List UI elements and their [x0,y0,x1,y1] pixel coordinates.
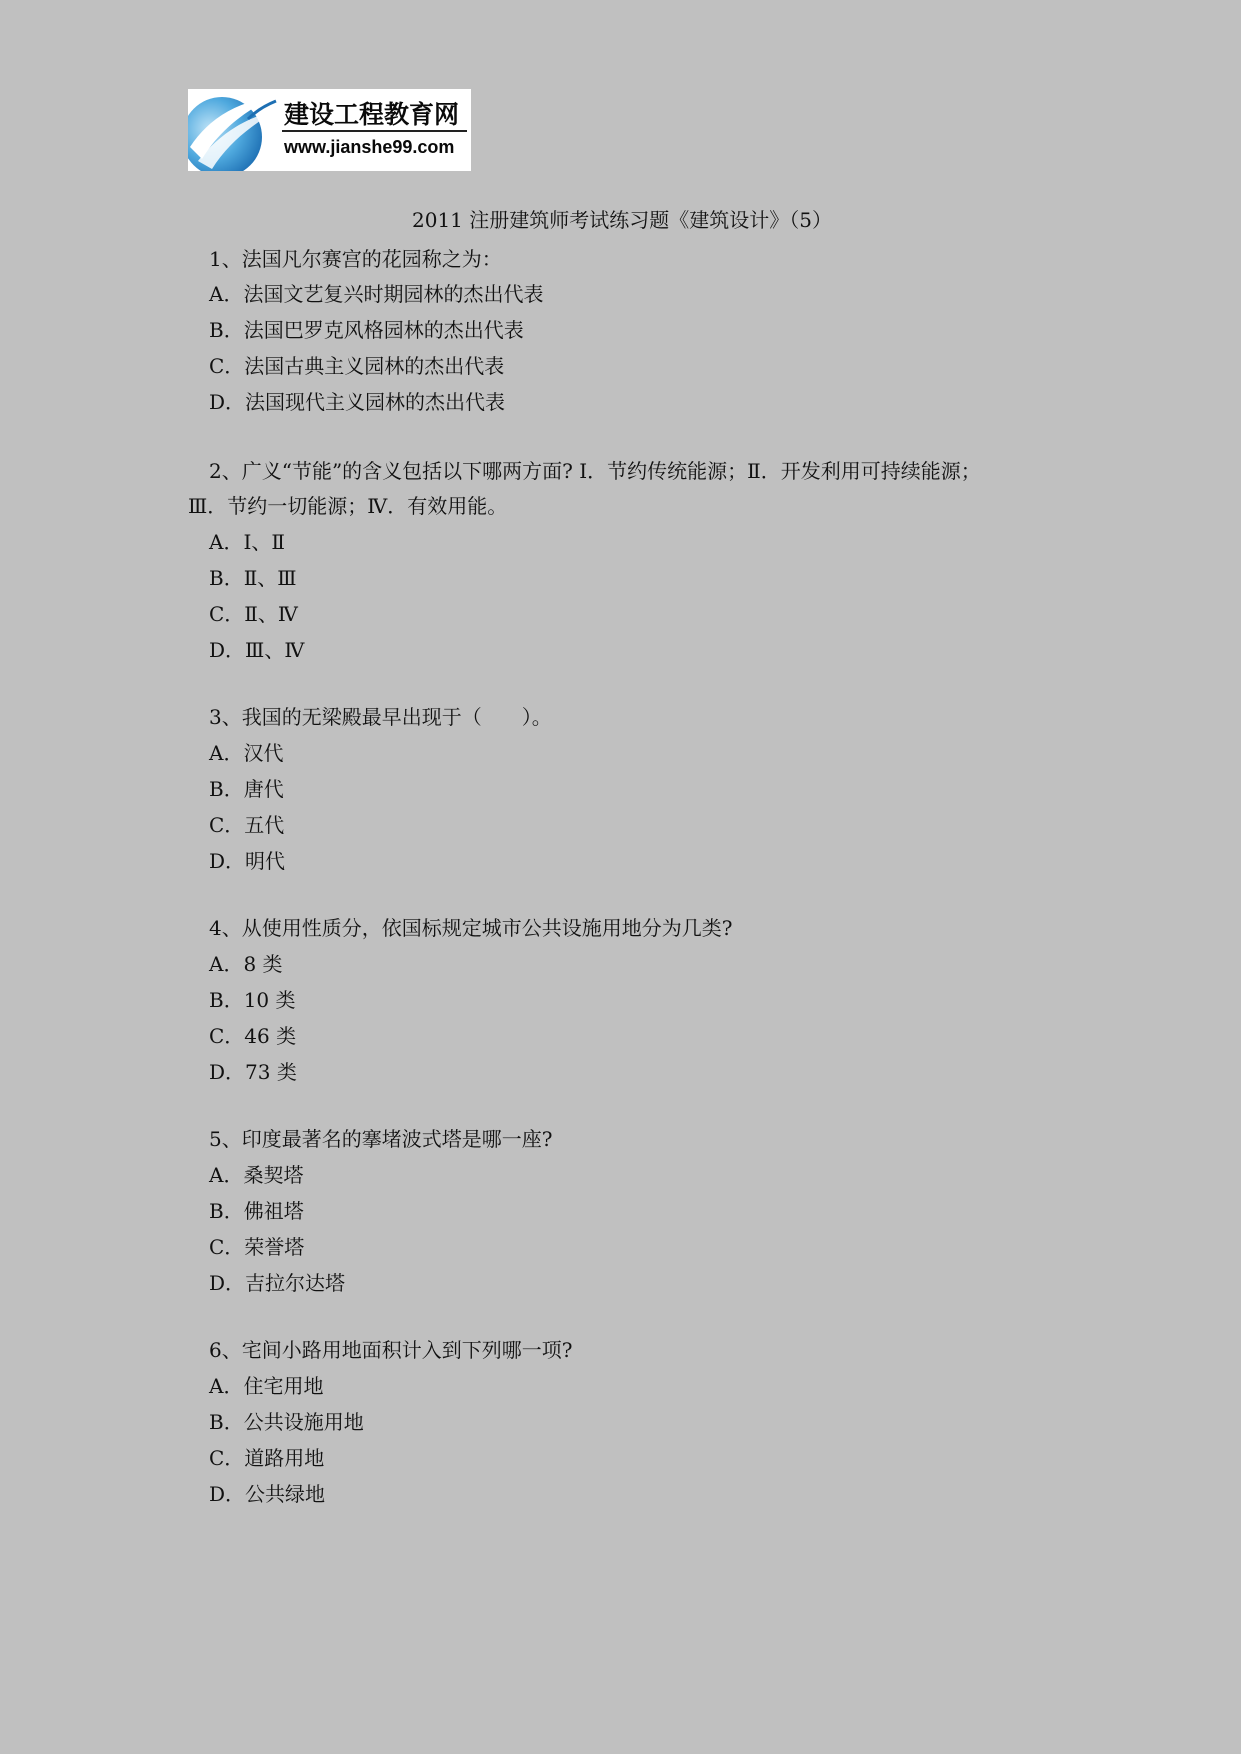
question-5-option-d: D．吉拉尔达塔 [209,1271,346,1295]
logo-name: 建设工程教育网 [284,100,460,129]
question-2-option-b: B．Ⅱ、Ⅲ [209,566,297,590]
question-2-option-a: A．Ⅰ、Ⅱ [209,530,285,554]
question-5-option-c: C．荣誉塔 [209,1235,305,1259]
question-1-option-c: C．法国古典主义园林的杰出代表 [209,354,505,378]
question-3-option-c: C．五代 [209,813,285,837]
question-3-option-b: B．唐代 [209,777,284,801]
logo-url: www.jianshe99.com [284,137,455,157]
site-logo [188,89,471,171]
question-6-option-a: A．住宅用地 [209,1374,324,1398]
question-6-option-d: D．公共绿地 [209,1482,326,1506]
question-1-option-d: D．法国现代主义园林的杰出代表 [209,390,506,414]
question-4-option-a: A．8 类 [209,952,283,976]
question-2-stem-continued: Ⅲ．节约一切能源；Ⅳ．有效用能。 [188,494,508,518]
question-2-option-c: C．Ⅱ、Ⅳ [209,602,298,626]
question-3-stem: 3、我国的无梁殿最早出现于（ ）。 [209,705,552,729]
question-3-option-a: A．汉代 [209,741,284,765]
question-1-option-a: A．法国文艺复兴时期园林的杰出代表 [209,282,544,306]
question-4-stem: 4、从使用性质分，依国标规定城市公共设施用地分为几类? [209,916,733,940]
question-6-stem: 6、宅间小路用地面积计入到下列哪一项? [209,1338,573,1362]
question-6-option-c: C．道路用地 [209,1446,325,1470]
globe-swoosh-icon [188,89,278,171]
question-5-option-b: B．佛祖塔 [209,1199,304,1223]
question-5-option-a: A．桑契塔 [209,1163,304,1187]
question-4-option-d: D．73 类 [209,1060,297,1084]
question-2-stem: 2、广义“节能”的含义包括以下哪两方面? Ⅰ．节约传统能源；Ⅱ．开发利用可持续能源； [209,459,981,483]
logo-divider [282,130,467,132]
question-6-option-b: B．公共设施用地 [209,1410,364,1434]
question-2-option-d: D．Ⅲ、Ⅳ [209,638,305,662]
question-4-option-c: C．46 类 [209,1024,297,1048]
question-5-stem: 5、印度最著名的搴堵波式塔是哪一座? [209,1127,553,1151]
question-3-option-d: D．明代 [209,849,286,873]
document-title: 2011 注册建筑师考试练习题《建筑设计》（5） [412,208,832,232]
question-1-option-b: B．法国巴罗克风格园林的杰出代表 [209,318,524,342]
question-1-stem: 1、法国凡尔赛宫的花园称之为： [209,247,502,271]
question-4-option-b: B．10 类 [209,988,296,1012]
